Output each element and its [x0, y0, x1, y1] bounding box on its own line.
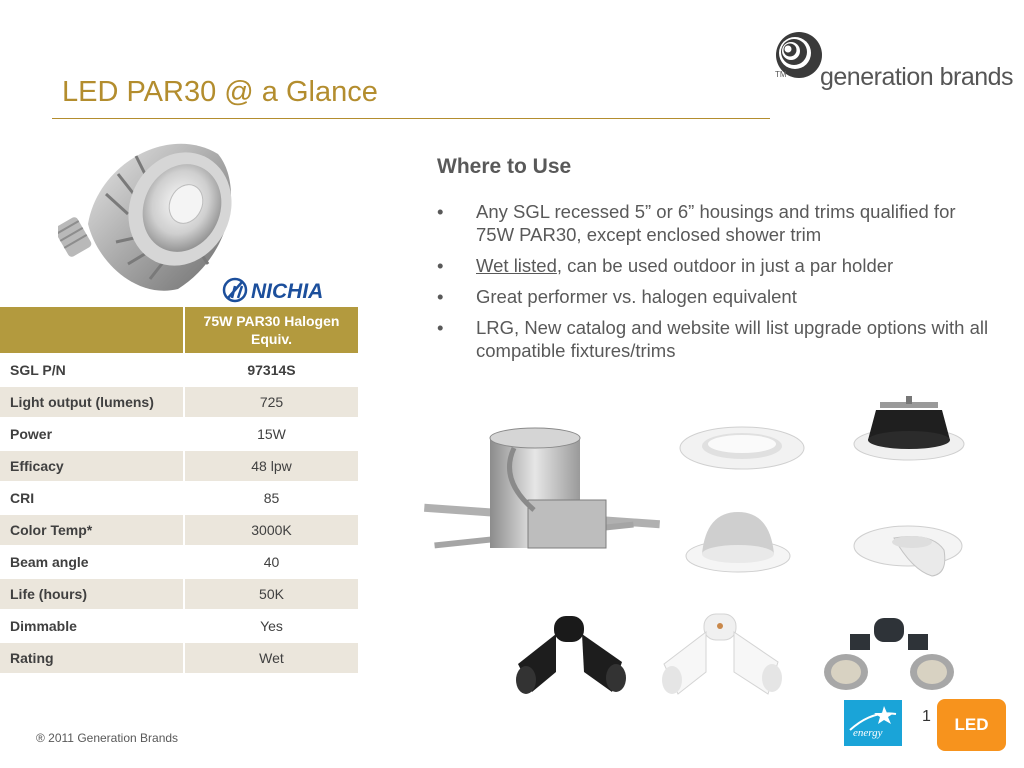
- nichia-wordmark: NICHIA: [251, 280, 324, 303]
- spec-table: [0, 307, 358, 675]
- row-label: Light output (lumens): [0, 386, 184, 418]
- list-item: [437, 285, 997, 308]
- list-item: [437, 316, 997, 362]
- bullet-text: LRG, New catalog and website will list upgrade options with all compatible fixtures/trims: [476, 317, 989, 361]
- bullet-icon: •: [437, 201, 444, 222]
- led-badge: LED: [937, 699, 1006, 751]
- bronze-floodlight-image: [820, 616, 956, 694]
- table-row: [0, 386, 358, 418]
- logo-wordmark: generation brands: [820, 63, 1014, 91]
- table-row: [0, 450, 358, 482]
- row-value: Yes: [184, 610, 358, 642]
- bullet-text: Any SGL recessed 5” or 6” housings and trims qualified for 75W PAR30, except enclosed shower trim: [476, 201, 956, 245]
- row-label: Rating: [0, 642, 184, 674]
- energy-star-logo: [844, 700, 902, 746]
- white-baffle-trim-image: [678, 424, 806, 470]
- copyright-text: ® 2011 Generation Brands: [36, 731, 179, 745]
- title-divider: [52, 118, 770, 119]
- table-row: [0, 546, 358, 578]
- table-row: [0, 642, 358, 674]
- bullet-icon: •: [437, 286, 444, 307]
- row-value: 48 lpw: [184, 450, 358, 482]
- white-floodlight-image: [656, 612, 784, 698]
- wet-listed-link[interactable]: Wet listed: [476, 255, 557, 276]
- table-header-column: 75W PAR30 Halogen Equiv.: [184, 307, 358, 354]
- nichia-logo: [222, 277, 346, 303]
- row-value: 15W: [184, 418, 358, 450]
- table-header-row: [0, 307, 358, 354]
- row-label: Color Temp*: [0, 514, 184, 546]
- row-value: 725: [184, 386, 358, 418]
- recessed-housing-image: [424, 420, 660, 580]
- eyeball-trim-image: [852, 520, 964, 580]
- black-floodlight-image: [512, 612, 628, 698]
- bullet-icon: •: [437, 255, 444, 276]
- row-value: 50K: [184, 578, 358, 610]
- row-label: Dimmable: [0, 610, 184, 642]
- table-header-blank: [0, 307, 184, 354]
- page-number: 1: [922, 708, 931, 725]
- row-value: 85: [184, 482, 358, 514]
- energy-star-text: energy: [853, 727, 883, 739]
- led-par30-bulb-image: [58, 124, 238, 296]
- bullet-text: Great performer vs. halogen equivalent: [476, 286, 797, 307]
- row-label: Power: [0, 418, 184, 450]
- bullet-text: , can be used outdoor in just a par holder: [556, 255, 894, 276]
- row-value: 40: [184, 546, 358, 578]
- where-to-use-heading: Where to Use: [437, 155, 572, 178]
- row-label: SGL P/N: [0, 354, 184, 386]
- row-label: Life (hours): [0, 578, 184, 610]
- list-item: [437, 200, 997, 246]
- table-row: [0, 514, 358, 546]
- row-value: 97314S: [184, 354, 358, 386]
- table-row: [0, 578, 358, 610]
- table-row: [0, 354, 358, 386]
- row-label: Efficacy: [0, 450, 184, 482]
- table-row: [0, 610, 358, 642]
- row-value: 3000K: [184, 514, 358, 546]
- bullet-icon: •: [437, 317, 444, 338]
- row-label: CRI: [0, 482, 184, 514]
- row-value: Wet: [184, 642, 358, 674]
- list-item: [437, 254, 997, 277]
- where-to-use-list: [437, 200, 997, 370]
- page-title: LED PAR30 @ a Glance: [62, 76, 378, 108]
- white-dome-trim-image: [684, 508, 792, 574]
- logo-trademark: TM: [775, 70, 787, 79]
- table-row: [0, 482, 358, 514]
- row-label: Beam angle: [0, 546, 184, 578]
- black-baffle-trim-image: [852, 396, 966, 464]
- table-row: [0, 418, 358, 450]
